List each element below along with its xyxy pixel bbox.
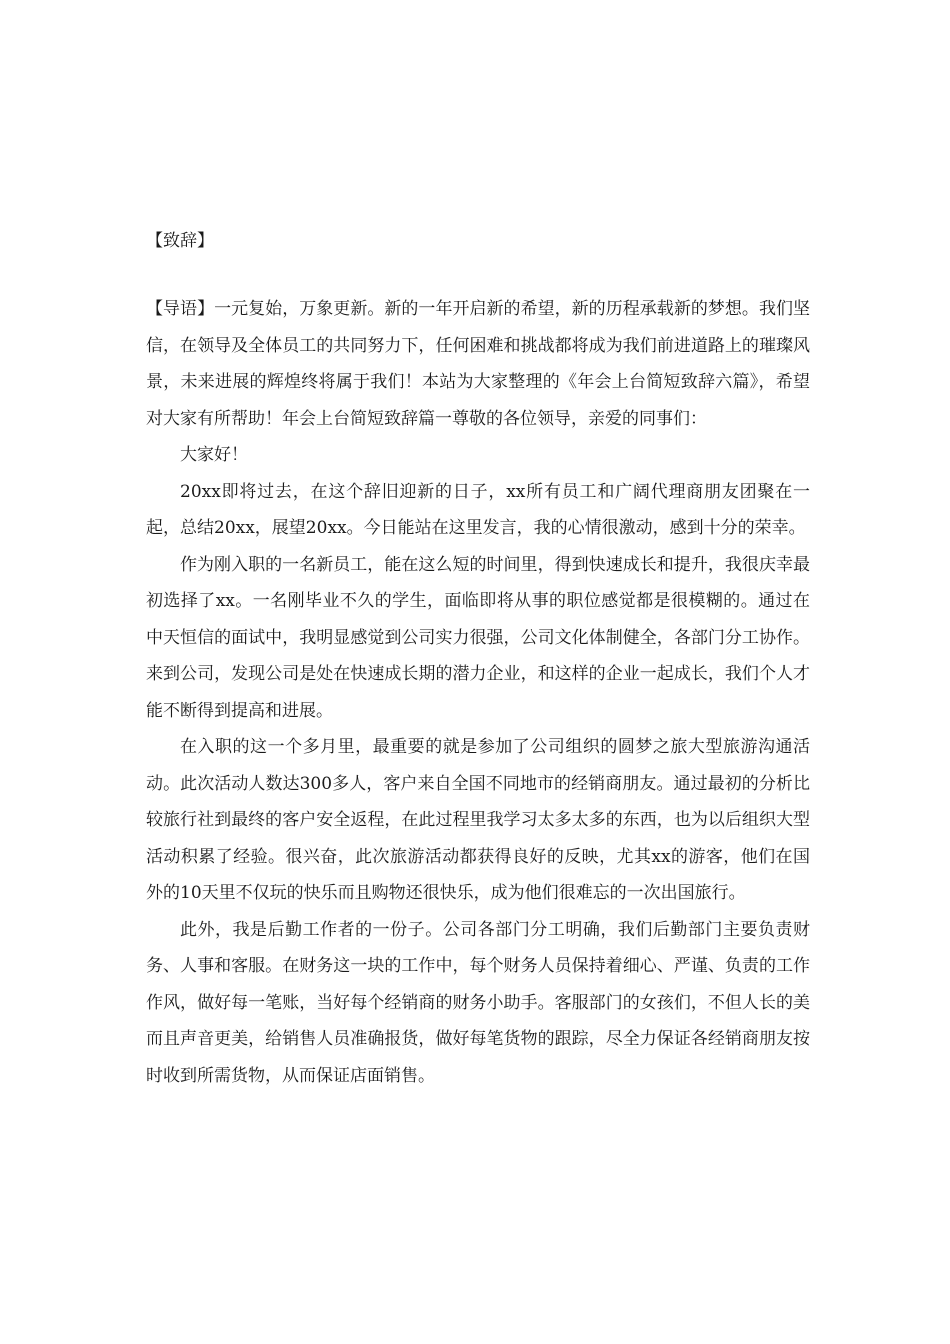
document-heading: 【致辞】: [146, 231, 214, 251]
body-paragraph: 20xx即将过去，在这个辞旧迎新的日子，xx所有员工和广阔代理商朋友团聚在一起，总结20xx，展望20xx。今日能站在这里发言，我的心情很激动，感到十分的荣幸。: [146, 481, 810, 538]
document-page: [146, 226, 810, 1094]
body-paragraph: 作为刚入职的一名新员工，能在这么短的时间里，得到快速成长和提升，我很庆幸最初选择了xx。一名刚毕业不久的学生，面临即将从事的职位感觉都是很模糊的。通过在中天恒信的面试中，我明显感觉到公司实力很强，公司文化体制健全，各部门分工协作。来到公司，发现公司是处在快速成长期的潜力企业，和这样的企业一起成长，我们个人才能不断得到提高和进展。: [146, 554, 810, 721]
body-paragraph: 此外，我是后勤工作者的一份子。公司各部门分工明确，我们后勤部门主要负责财务、人事和客服。在财务这一块的工作中，每个财务人员保持着细心、严谨、负责的工作作风，做好每一笔账，当好每个经销商的财务小助手。客服部门的女孩们，不但人长的美而且声音更美，给销售人员准确报货，做好每笔货物的跟踪，尽全力保证各经销商朋友按时收到所需货物，从而保证店面销售。: [146, 919, 810, 1086]
intro-paragraph: 【导语】一元复始，万象更新。新的一年开启新的希望，新的历程承载新的梦想。我们坚信，在领导及全体员工的共同努力下，任何困难和挑战都将成为我们前进道路上的璀璨风景，未来进展的辉煌终将属于我们！本站为大家整理的《年会上台简短致辞六篇》，希望对大家有所帮助！年会上台简短致辞篇一尊敬的各位领导，亲爱的同事们：: [146, 299, 810, 429]
greeting-paragraph: 大家好！: [180, 445, 248, 465]
body-paragraph: 在入职的这一个多月里，最重要的就是参加了公司组织的圆梦之旅大型旅游沟通活动。此次活动人数达300多人，客户来自全国不同地市的经销商朋友。通过最初的分析比较旅行社到最终的客户安全返程，在此过程里我学习太多太多的东西，也为以后组织大型活动积累了经验。很兴奋，此次旅游活动都获得良好的反映，尤其xx的游客，他们在国外的10天里不仅玩的快乐而且购物还很快乐，成为他们很难忘的一次出国旅行。: [146, 737, 810, 903]
